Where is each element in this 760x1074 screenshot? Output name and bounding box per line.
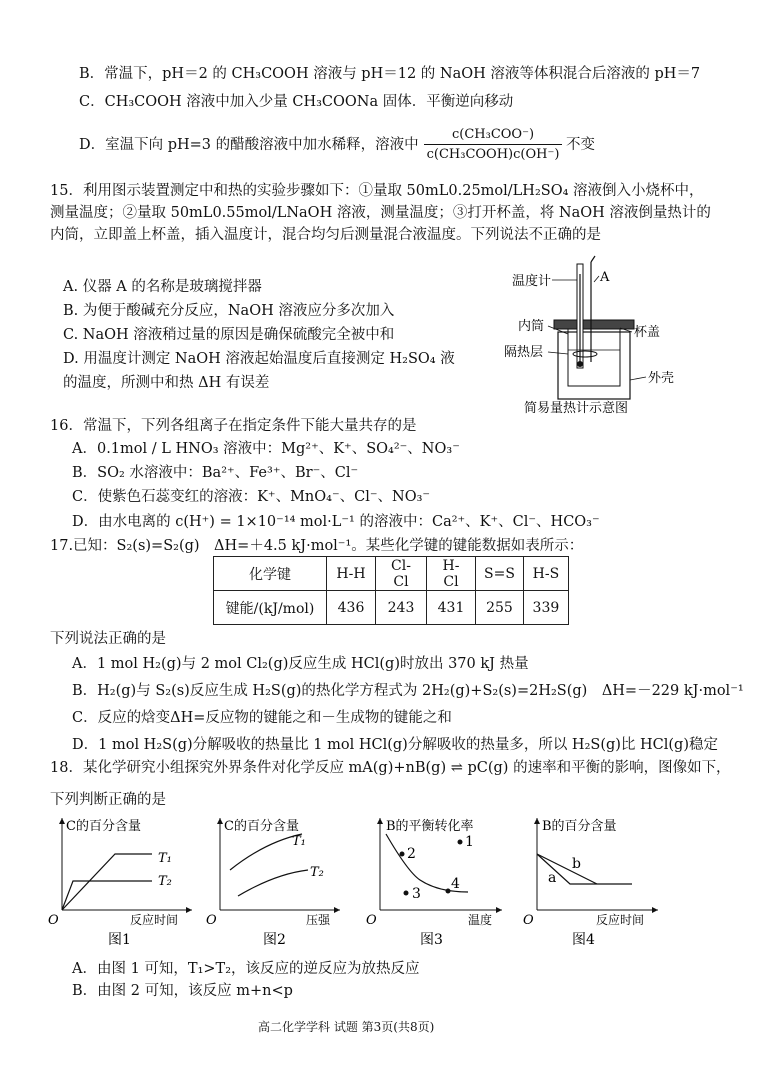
q14-option-b: B．常温下，pH＝2 的 CH₃COOH 溶液与 pH＝12 的 NaOH 溶液等体积混合后溶液的 pH＝7	[79, 66, 701, 82]
label-lid: 杯盖	[634, 325, 661, 340]
q18-stem-2: 下列判断正确的是	[50, 792, 166, 808]
table-cell: 339	[523, 591, 568, 625]
inner-cylinder	[568, 328, 620, 386]
label-thermometer: 温度计	[512, 274, 552, 289]
table-cell: 键能/(kJ/mol)	[214, 591, 327, 625]
q14-option-c: C．CH₃COOH 溶液中加入少量 CH₃COONa 固体．平衡逆向移动	[79, 94, 514, 110]
q16-option-c: C．使紫色石蕊变红的溶液：K⁺、MnO₄⁻、Cl⁻、NO₃⁻	[72, 489, 431, 505]
q16-stem: 16．常温下，下列各组离子在指定条件下能大量共存的是	[50, 418, 417, 434]
q17-option-b: B．H₂(g)与 S₂(s)反应生成 H₂S(g)的热化学方程式为 2H₂(g)+S₂(s)=2H₂S(g) ΔH=－229 kJ·mol⁻¹	[72, 683, 744, 699]
graph3-label-4: 4	[451, 876, 460, 892]
q16-option-a: A．0.1mol / L HNO₃ 溶液中：Mg²⁺、K⁺、SO₄²⁻、NO₃⁻	[72, 441, 460, 457]
label-shell: 外壳	[648, 371, 675, 386]
graph3-point-2	[400, 852, 405, 857]
graph2-caption: 图2	[263, 932, 286, 948]
table-row	[214, 591, 569, 625]
q17-option-d: D．1 mol H₂S(g)分解吸收的热量比 1 mol HCl(g)分解吸收的热量多，所以 H₂S(g)比 HCl(g)稳定	[72, 737, 718, 753]
q18-graphs	[40, 812, 740, 952]
table-cell: H-S	[523, 557, 568, 591]
q15-option-d-cont: 的温度，所测中和热 ΔH 有误差	[63, 375, 270, 391]
q15-option-d: D. 用温度计测定 NaOH 溶液起始温度后直接测定 H₂SO₄ 液	[63, 351, 455, 367]
q17-option-c: C．反应的焓变ΔH=反应物的键能之和－生成物的键能之和	[72, 710, 452, 726]
graph4-label-a: a	[548, 870, 557, 886]
table-cell: 255	[476, 591, 524, 625]
graph3-xlabel: 温度	[468, 913, 493, 927]
graph2-curve-t2	[238, 870, 308, 896]
graph3-caption: 图3	[420, 932, 443, 948]
q14-fraction-numerator: c(CH₃COO⁻)	[424, 127, 562, 145]
graph1-ylabel: C的百分含量	[66, 819, 141, 834]
table-cell: 化学键	[214, 557, 327, 591]
graph4-xlabel: 反应时间	[596, 913, 645, 927]
graph3-point-3	[404, 891, 409, 896]
bond-energy-table	[213, 556, 569, 625]
table-cell: 243	[376, 591, 427, 625]
graph1-origin: O	[48, 913, 59, 928]
graph3-label-1: 1	[465, 834, 474, 850]
graph3-label-3: 3	[412, 886, 421, 902]
graph3-point-4	[446, 889, 451, 894]
graph4-origin: O	[523, 913, 534, 928]
q18-stem-1: 18．某化学研究小组探究外界条件对化学反应 mA(g)+nB(g) ⇌ pC(g) 的速率和平衡的影响，图像如下，	[50, 760, 731, 776]
q16-option-d: D．由水电离的 c(H⁺) = 1×10⁻¹⁴ mol·L⁻¹ 的溶液中：Ca²⁺、K⁺、Cl⁻、HCO₃⁻	[72, 514, 600, 530]
q18-option-b: B．由图 2 可知，该反应 m+n<p	[72, 983, 293, 999]
graph1-xlabel: 反应时间	[130, 913, 179, 927]
graph1-label-t2: T₂	[158, 874, 172, 889]
table-header-row	[214, 557, 569, 591]
graph2-label-t2: T₂	[310, 865, 324, 880]
graph-1	[48, 818, 192, 948]
q17-option-a: A．1 mol H₂(g)与 2 mol Cl₂(g)反应生成 HCl(g)时放出 370 kJ 热量	[72, 656, 529, 672]
q14-fraction	[424, 127, 562, 162]
graph3-origin: O	[366, 913, 377, 928]
calorimeter-diagram	[496, 254, 696, 420]
q17-ask: 下列说法正确的是	[50, 631, 166, 647]
graph2-ylabel: C的百分含量	[224, 819, 299, 834]
page-footer: 高二化学学科 试题 第3页(共8页)	[258, 1020, 435, 1034]
q15-stem-3: 内筒，立即盖上杯盖，插入温度计，混合均匀后测量混合液温度。下列说法不正确的是	[50, 227, 601, 243]
graph-3	[366, 818, 502, 948]
q17-stem: 17.已知：S₂(s)=S₂(g) ΔH=＋4.5 kJ·mol⁻¹。某些化学键的键能数据如表所示：	[50, 538, 584, 554]
table-cell: 431	[427, 591, 476, 625]
q16-option-b: B．SO₂ 水溶液中：Ba²⁺、Fe³⁺、Br⁻、Cl⁻	[72, 465, 359, 481]
graph4-label-b: b	[572, 856, 581, 872]
graph-4	[523, 818, 658, 948]
label-insulation: 隔热层	[504, 345, 544, 360]
q15-option-c: C. NaOH 溶液稍过量的原因是确保硫酸完全被中和	[63, 327, 395, 343]
table-cell: H-Cl	[427, 557, 476, 591]
q15-stem-1: 15．利用图示装置测定中和热的实验步骤如下：①量取 50mL0.25mol/LH₂SO₄ 溶液倒入小烧杯中，	[50, 183, 704, 199]
q15-stem-2: 测量温度；②量取 50mL0.55mol/LNaOH 溶液，测量温度；③打开杯盖，将 NaOH 溶液倒量热计的	[50, 205, 711, 221]
graph1-curve-t1	[62, 854, 152, 910]
graph3-ylabel: B的平衡转化率	[386, 819, 474, 834]
graph2-xlabel: 压强	[306, 913, 331, 927]
graph2-label-t1: T₁	[292, 834, 306, 849]
label-a: A	[600, 270, 610, 285]
q14-option-d: D．室温下向 pH=3 的醋酸溶液中加水稀释，溶液中	[79, 137, 419, 153]
table-cell: S=S	[476, 557, 524, 591]
outer-shell	[558, 332, 630, 399]
graph3-point-1	[458, 840, 463, 845]
q14-option-d-tail: 不变	[566, 137, 595, 153]
graph3-label-2: 2	[407, 846, 416, 862]
lid	[554, 320, 634, 329]
label-inner: 内筒	[518, 319, 545, 334]
q18-option-a: A．由图 1 可知，T₁>T₂，该反应的逆反应为放热反应	[72, 961, 420, 977]
graph1-caption: 图1	[108, 932, 131, 948]
table-cell: 436	[327, 591, 376, 625]
graph4-ylabel: B的百分含量	[542, 819, 617, 834]
graph1-label-t1: T₁	[158, 851, 172, 866]
graph4-curve-b	[537, 854, 597, 884]
figure-caption: 简易量热计示意图	[524, 401, 629, 416]
q15-option-b: B. 为便于酸碱充分反应，NaOH 溶液应分多次加入	[63, 303, 395, 319]
table-cell: Cl-Cl	[376, 557, 427, 591]
graph4-caption: 图4	[572, 932, 595, 948]
q15-option-a: A. 仪器 A 的名称是玻璃搅拌器	[63, 279, 262, 295]
graph-2	[206, 818, 340, 948]
graph2-origin: O	[206, 913, 217, 928]
table-cell: H-H	[327, 557, 376, 591]
q14-fraction-denominator: c(CH₃COOH)c(OH⁻)	[426, 147, 560, 162]
